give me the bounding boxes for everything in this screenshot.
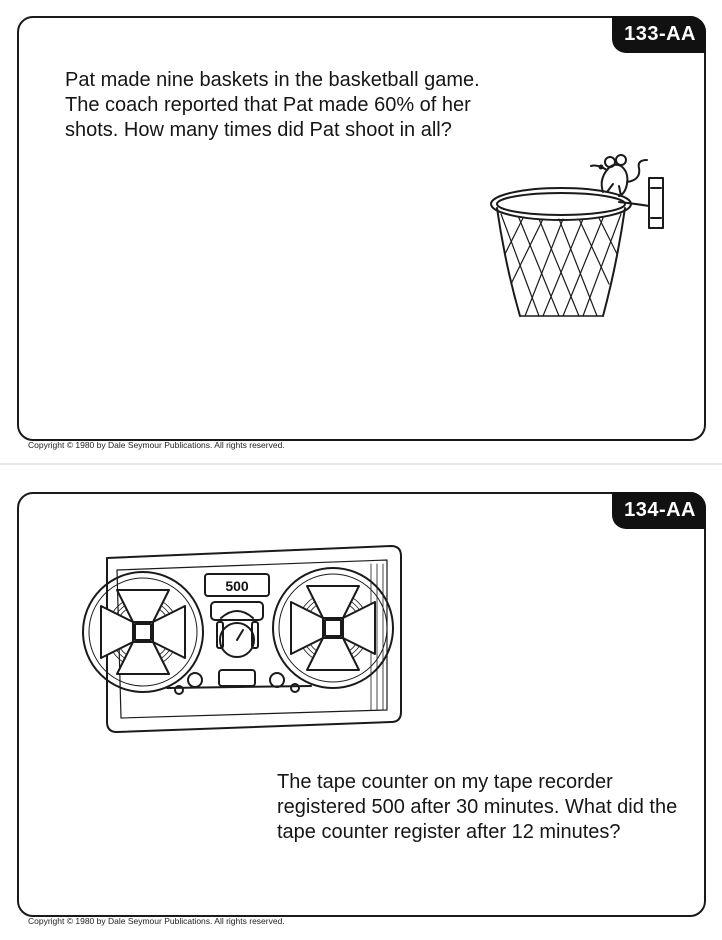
problem-text: Pat made nine baskets in the basketball game. The coach reported that Pat made 60% of her shots. How many times did Pat shoot in all? <box>65 69 480 141</box>
card-divider <box>0 463 722 465</box>
problem-card-134 <box>17 492 706 917</box>
basketball-hoop-with-mouse-icon <box>479 144 679 314</box>
card-number-badge: 134-AA <box>612 492 706 529</box>
problem-card-133 <box>17 16 706 441</box>
tape-counter-readout: 500 <box>225 578 249 594</box>
card-number-badge: 133-AA <box>612 16 706 53</box>
problem-text: The tape counter on my tape recorder registered 500 after 30 minutes. What did the tape counter register after 12 minutes? <box>277 771 678 843</box>
reel-to-reel-tape-recorder-icon <box>71 534 411 734</box>
copyright-notice: Copyright © 1980 by Dale Seymour Publications. All rights reserved. <box>28 440 285 450</box>
copyright-notice: Copyright © 1980 by Dale Seymour Publications. All rights reserved. <box>28 916 285 926</box>
